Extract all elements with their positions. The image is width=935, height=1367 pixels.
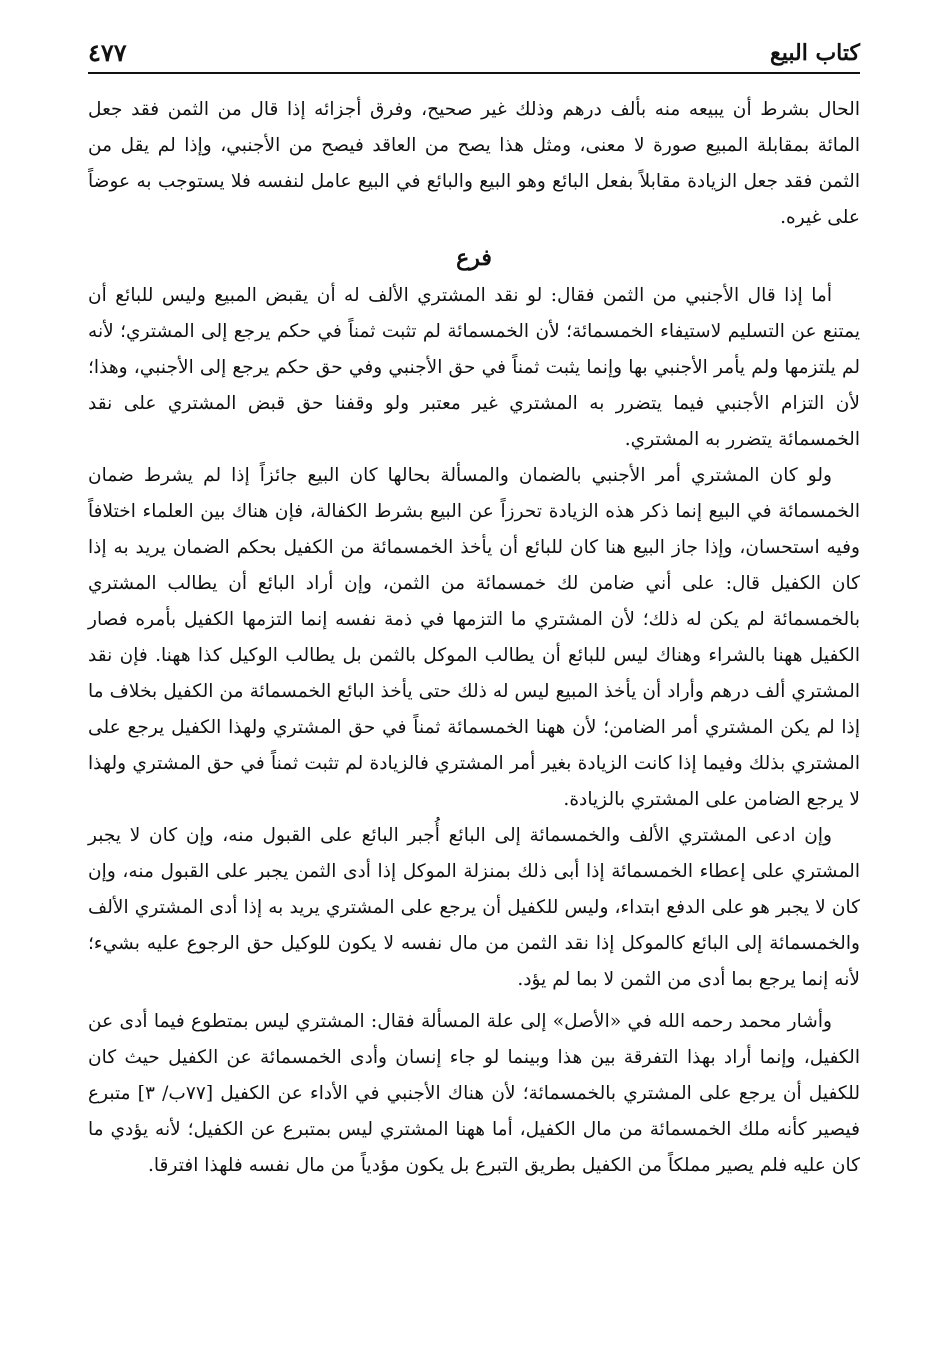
intro-paragraph: الحال بشرط أن يبيعه منه بألف درهم وذلك غير صحيح، وفرق أجزائه إذا قال من الثمن فقد جعل المائة بمقابلة المبيع صورة لا معنى، ومثل هذا يصح من العاقد فيصح من الأجنبي، وإذا لم يقل من الثمن فقد جعل الزيادة مقابلاً بفعل البائع وهو البيع والبائع في البيع عامل لنفسه فلا يستوجب به عوضاً على غيره. bbox=[88, 99, 860, 228]
section-paragraph-4: وأشار محمد رحمه الله في «الأصل» إلى علة المسألة فقال: المشتري ليس بمتطوع فيما أدى عن الكفيل، وإنما أراد بهذا التفرقة بين هذا وبينما لو جاء إنسان وأدى الخمسمائة عن الكفيل حيث كان للكفيل أن يرجع على المشتري بالخمسمائة؛ لأن هناك الأجنبي في الأداء عن الكفيل [٧٧ب/ ٣] متبرع فيصير كأنه ملك الخمسمائة من مال الكفيل، أما ههنا المشتري ليس بمتبرع عن الكفيل؛ لأنه يؤدي ما كان عليه فلم يصير مملكاً من الكفيل بطريق التبرع بل يكون مؤدياً من مال نفسه فلهذا افترقا. bbox=[88, 1011, 860, 1176]
section-paragraph-3: وإن ادعى المشتري الألف والخمسمائة إلى البائع أُجبر البائع على القبول منه، وإن كان لا يجبر المشتري على إعطاء الخمسمائة إذا أبى ذلك بمنزلة الموكل إذا أدى الثمن يجبر على القبول منه، وإن كان لا يجبر هو على الدفع ابتداء، وليس للكفيل أن يرجع على المشتري يريد به إذا أدى المشتري الألف والخمسمائة إلى البائع كالموكل إذا نقد الثمن من مال نفسه لا يكون للوكيل حق الرجوع عليه بشيء؛ لأنه إنما يرجع بما أدى من الثمن لا بما لم يؤد. bbox=[88, 825, 860, 990]
page-header bbox=[88, 26, 860, 74]
running-title: كتاب البيع bbox=[770, 40, 860, 66]
section-heading: فرع bbox=[456, 245, 492, 271]
page-body bbox=[88, 92, 860, 1184]
page-number: ٤٧٧ bbox=[88, 38, 127, 67]
section-paragraph-2: ولو كان المشتري أمر الأجنبي بالضمان والمسألة بحالها كان البيع جائزاً إذا لم يشرط ضمان الخمسمائة في البيع إنما ذكر هذه الزيادة تحرزاً عن البيع بشرط الكفالة، فإن هناك بين العلماء اختلافاً وفيه استحسان، وإذا جاز البيع هنا كان للبائع أن يأخذ الخمسمائة من الكفيل بحكم الضمان يريد به إذا كان الكفيل قال: على أني ضامن لك خمسمائة من الثمن، وإن أراد البائع أن يطالب المشتري بالخمسمائة لم يكن له ذلك؛ لأن المشتري ما التزمها في ذمة نفسه إنما التزمها الكفيل بأمره فصار الكفيل ههنا بالشراء وهناك ليس للبائع أن يطالب الموكل بالثمن بل يطالب الوكيل كذا ههنا. فإن نقد المشتري ألف درهم وأراد أن يأخذ المبيع ليس له ذلك حتى يأخذ البائع الخمسمائة من الكفيل بخلاف ما إذا لم يكن المشتري أمر الضامن؛ لأن ههنا الخمسمائة ثمناً في حق المشتري ولهذا الكفيل يرجع على المشتري بذلك وفيما إذا كانت الزيادة بغير أمر المشتري فالزيادة لم تثبت ثمناً في حق المشتري ولهذا لا يرجع الضامن على المشتري بالزيادة. bbox=[88, 465, 860, 810]
book-page bbox=[88, 26, 860, 1184]
section-paragraph-1: أما إذا قال الأجنبي من الثمن فقال: لو نقد المشتري الألف له أن يقبض المبيع وليس للبائع أن يمتنع عن التسليم لاستيفاء الخمسمائة؛ لأن الخمسمائة لم تثبت ثمناً في حكم يرجع إلى المشتري؛ لأنه لم يلتزمها ولم يأمر الأجنبي بها وإنما يثبت ثمناً في حق الأجنبي وفي حق حكم يرجع إلى الأجنبي، وهذا؛ لأن التزام الأجنبي فيما يتضرر به المشتري غير معتبر ولو وقفنا حق قبض المشتري على نقد الخمسمائة يتضرر به المشتري. bbox=[88, 285, 860, 450]
